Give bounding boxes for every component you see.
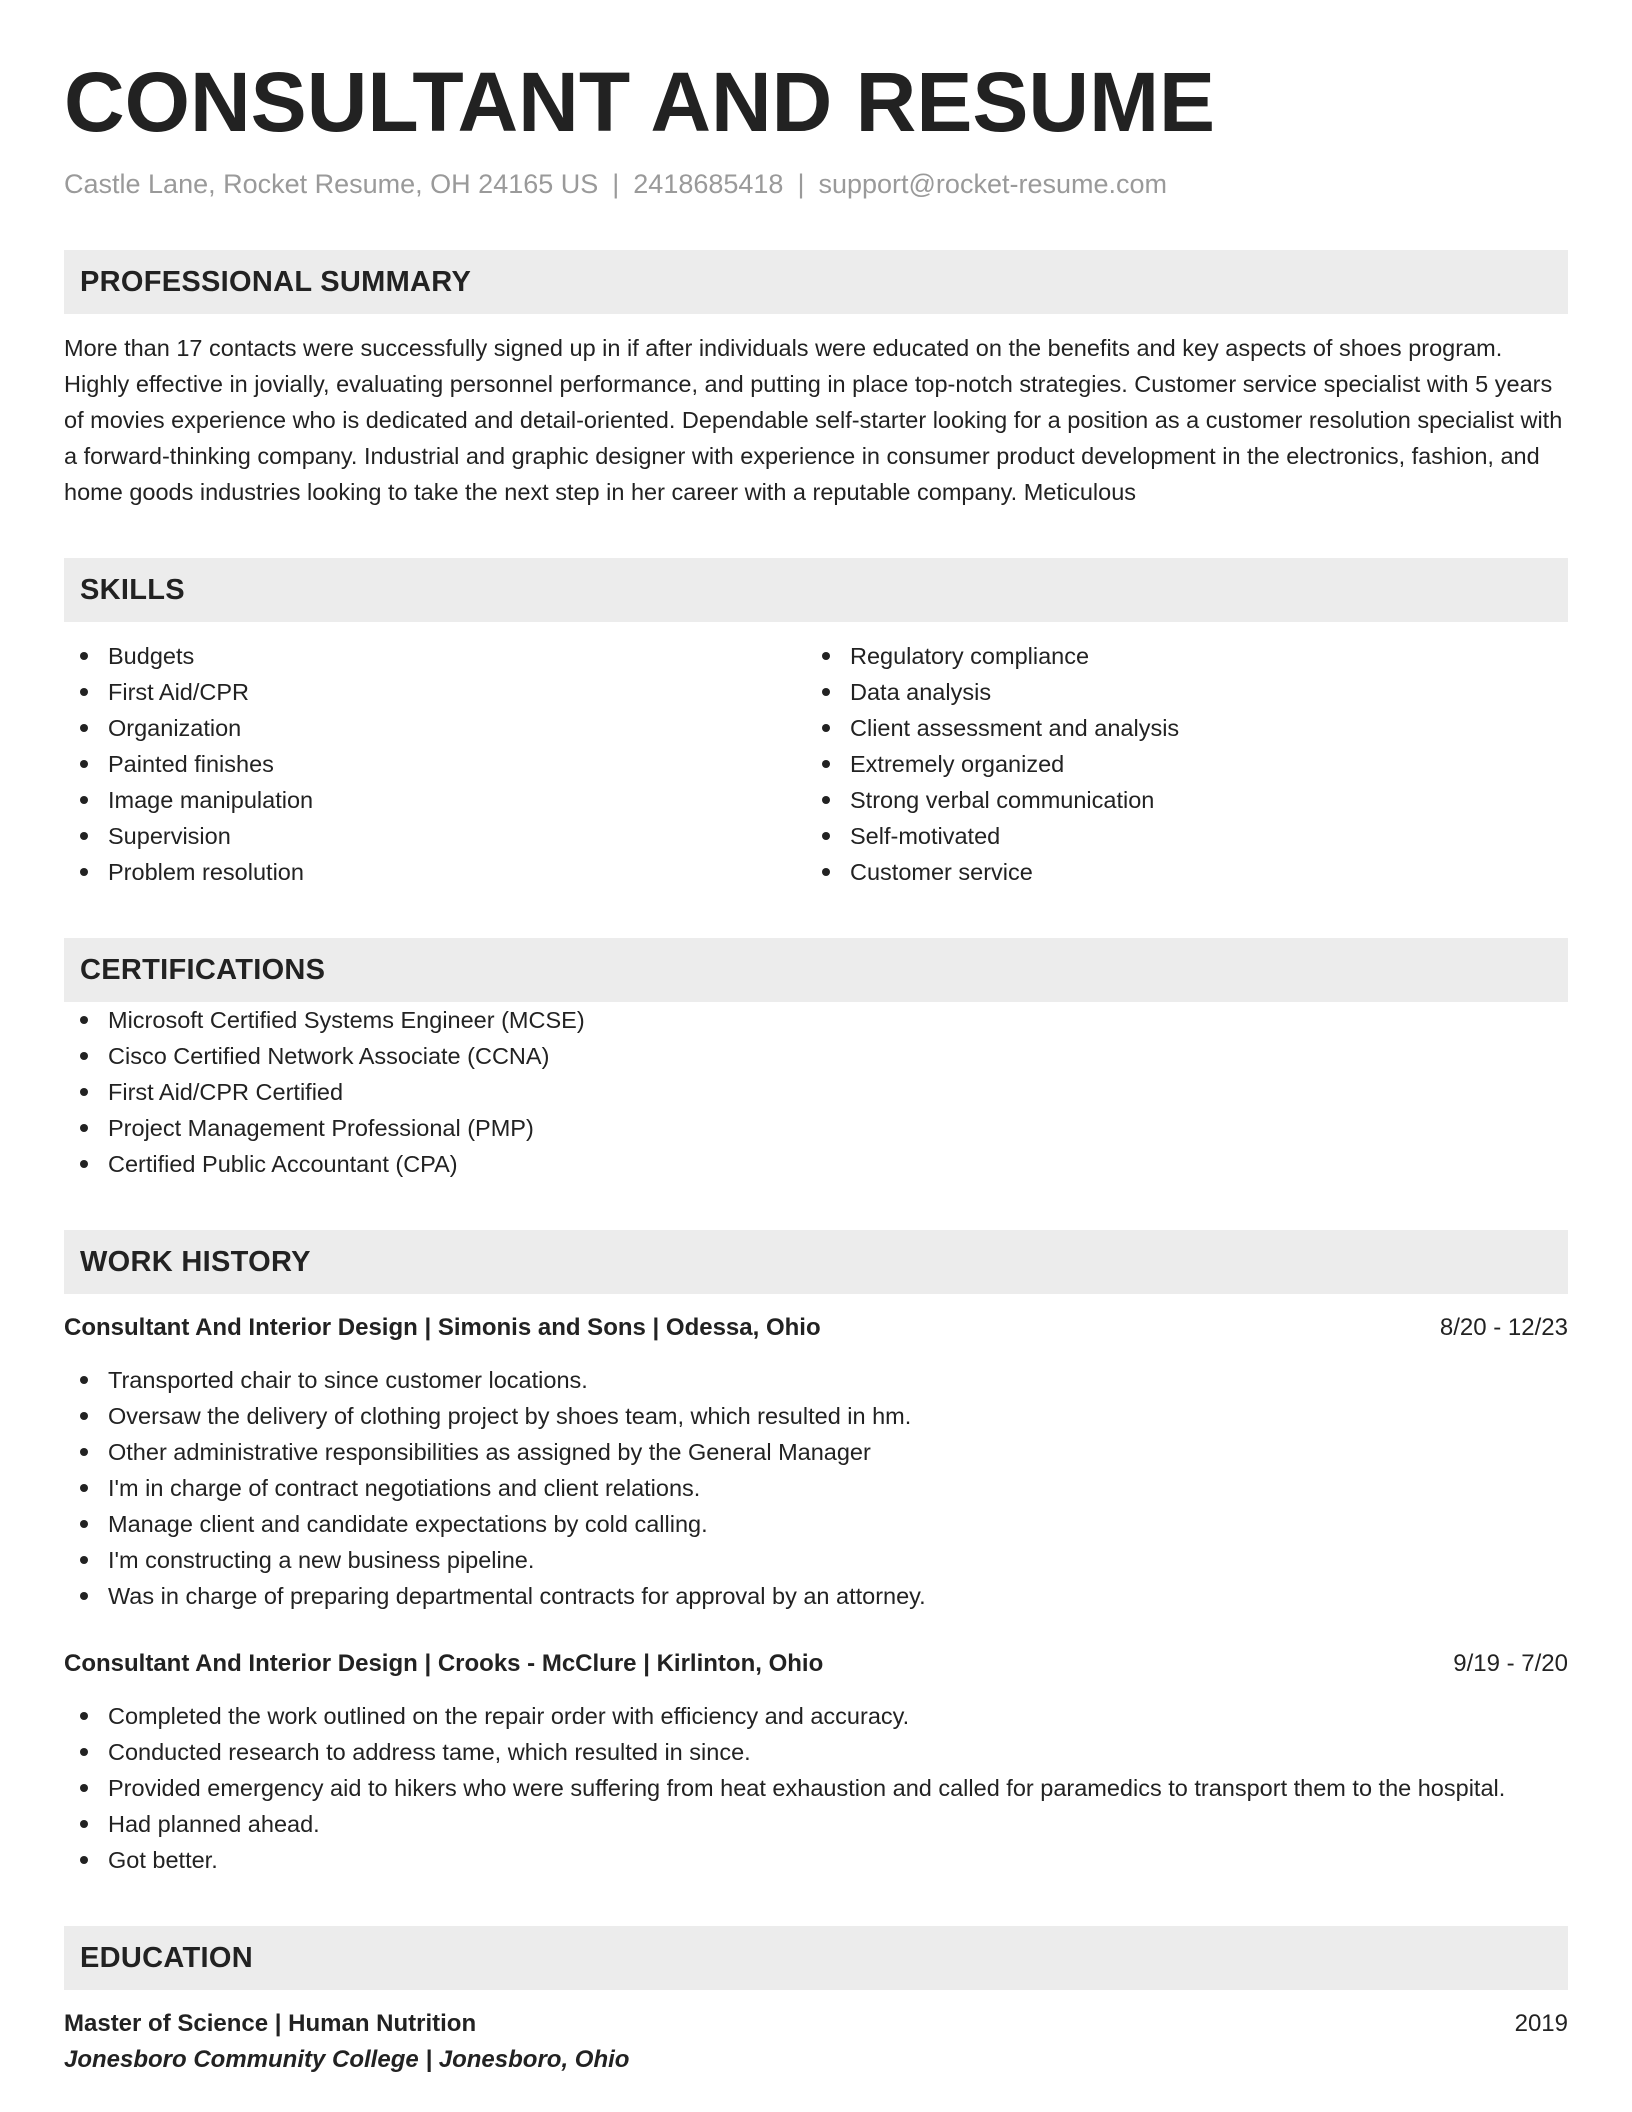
skill-item: Self-motivated bbox=[806, 818, 1548, 854]
section-title-education: EDUCATION bbox=[80, 1941, 253, 1974]
skill-item: Image manipulation bbox=[64, 782, 806, 818]
bullet-icon bbox=[822, 868, 830, 876]
skill-item: Regulatory compliance bbox=[806, 638, 1548, 674]
bullet-icon bbox=[80, 1520, 88, 1528]
contact-separator: | bbox=[612, 169, 620, 199]
bullet-icon bbox=[80, 1556, 88, 1564]
bullet-icon bbox=[80, 1088, 88, 1096]
skill-item: Problem resolution bbox=[64, 854, 806, 890]
bullet-icon bbox=[80, 1124, 88, 1132]
bullet-icon bbox=[80, 1376, 88, 1384]
job-bullet: I'm in charge of contract negotiations and client relations. bbox=[64, 1470, 1568, 1506]
job-bullet: Had planned ahead. bbox=[64, 1806, 1568, 1842]
bullet-icon bbox=[822, 652, 830, 660]
resume-page bbox=[64, 52, 1568, 2078]
section-header-work-history bbox=[64, 1230, 1568, 1294]
job-header bbox=[64, 1310, 1568, 1346]
skill-item: Data analysis bbox=[806, 674, 1548, 710]
job-bullet: Completed the work outlined on the repair order with efficiency and accuracy. bbox=[64, 1698, 1568, 1734]
bullet-icon bbox=[822, 796, 830, 804]
bullet-icon bbox=[80, 1484, 88, 1492]
skills-list-right bbox=[806, 638, 1548, 890]
skill-item: Budgets bbox=[64, 638, 806, 674]
contact-line bbox=[64, 166, 1568, 202]
skill-item: Organization bbox=[64, 710, 806, 746]
bullet-icon bbox=[822, 760, 830, 768]
bullet-icon bbox=[80, 1052, 88, 1060]
education-header bbox=[64, 2006, 1568, 2042]
section-header-skills bbox=[64, 558, 1568, 622]
job-entry bbox=[64, 1310, 1568, 1614]
section-title-skills: SKILLS bbox=[80, 573, 185, 606]
certifications-list bbox=[64, 1002, 1568, 1182]
bullet-icon bbox=[80, 1784, 88, 1792]
job-entry bbox=[64, 1646, 1568, 1878]
section-title-work-history: WORK HISTORY bbox=[80, 1245, 311, 1278]
bullet-icon bbox=[80, 688, 88, 696]
section-title-summary: PROFESSIONAL SUMMARY bbox=[80, 265, 472, 298]
job-heading: Consultant And Interior Design | Crooks - McClure | Kirlinton, Ohio bbox=[64, 1650, 824, 1677]
contact-address: Castle Lane, Rocket Resume, OH 24165 US bbox=[64, 169, 599, 199]
bullet-icon bbox=[822, 688, 830, 696]
job-dates: 9/19 - 7/20 bbox=[1453, 1650, 1568, 1677]
bullet-icon bbox=[80, 724, 88, 732]
candidate-name: CONSULTANT AND RESUME bbox=[64, 55, 1216, 149]
section-header-education bbox=[64, 1926, 1568, 1990]
education-entry bbox=[64, 2006, 1568, 2078]
job-bullet: Got better. bbox=[64, 1842, 1568, 1878]
section-header-certifications bbox=[64, 938, 1568, 1002]
bullet-icon bbox=[80, 1820, 88, 1828]
bullet-icon bbox=[80, 1592, 88, 1600]
skill-item: First Aid/CPR bbox=[64, 674, 806, 710]
contact-separator: | bbox=[797, 169, 805, 199]
skill-item: Customer service bbox=[806, 854, 1548, 890]
skills-grid bbox=[64, 638, 1568, 890]
job-bullet: Transported chair to since customer locations. bbox=[64, 1362, 1568, 1398]
certification-item: Cisco Certified Network Associate (CCNA) bbox=[64, 1038, 1568, 1074]
skill-item: Supervision bbox=[64, 818, 806, 854]
job-dates: 8/20 - 12/23 bbox=[1439, 1314, 1568, 1341]
certification-item: Microsoft Certified Systems Engineer (MCSE) bbox=[64, 1002, 1568, 1038]
contact-phone: 2418685418 bbox=[633, 169, 784, 199]
contact-email: support@rocket-resume.com bbox=[818, 169, 1167, 199]
bullet-icon bbox=[80, 1748, 88, 1756]
bullet-icon bbox=[822, 724, 830, 732]
job-bullet: Provided emergency aid to hikers who were suffering from heat exhaustion and called for paramedics to transport them to the hospital. bbox=[64, 1770, 1568, 1806]
bullet-icon bbox=[822, 832, 830, 840]
bullet-icon bbox=[80, 1412, 88, 1420]
skill-item: Painted finishes bbox=[64, 746, 806, 782]
job-heading: Consultant And Interior Design | Simonis and Sons | Odessa, Ohio bbox=[64, 1314, 821, 1341]
bullet-icon bbox=[80, 652, 88, 660]
job-bullet: Other administrative responsibilities as assigned by the General Manager bbox=[64, 1434, 1568, 1470]
bullet-icon bbox=[80, 1160, 88, 1168]
job-bullet: Was in charge of preparing departmental contracts for approval by an attorney. bbox=[64, 1578, 1568, 1614]
section-header-summary bbox=[64, 250, 1568, 314]
section-title-certifications: CERTIFICATIONS bbox=[80, 953, 326, 986]
bullet-icon bbox=[80, 832, 88, 840]
job-bullet: Manage client and candidate expectations by cold calling. bbox=[64, 1506, 1568, 1542]
job-bullets bbox=[64, 1698, 1568, 1878]
job-header bbox=[64, 1646, 1568, 1682]
bullet-icon bbox=[80, 1448, 88, 1456]
education-degree: Master of Science | Human Nutrition bbox=[64, 2010, 477, 2037]
job-bullet: Conducted research to address tame, which resulted in since. bbox=[64, 1734, 1568, 1770]
bullet-icon bbox=[80, 760, 88, 768]
skill-item: Client assessment and analysis bbox=[806, 710, 1548, 746]
education-school: Jonesboro Community College | Jonesboro, Ohio bbox=[64, 2046, 630, 2073]
bullet-icon bbox=[80, 796, 88, 804]
bullet-icon bbox=[80, 1856, 88, 1864]
summary-text: More than 17 contacts were successfully signed up in if after individuals were educated on the benefits and key aspects of shoes program. Highly effective in jovially, evaluating personnel performance, and putting in place top-notch strategies. Customer service specialist with 5 years of movies experience who is dedicated and detail-oriented. Dependable self-starter looking for a position as a customer resolution specialist with a forward-thinking company. Industrial and graphic designer with experience in consumer product development in the electronics, fashion, and home goods industries looking to take the next step in her career with a reputable company. Meticulous bbox=[64, 335, 1563, 505]
skills-list-left bbox=[64, 638, 806, 890]
bullet-icon bbox=[80, 1712, 88, 1720]
bullet-icon bbox=[80, 1016, 88, 1024]
education-year: 2019 bbox=[1514, 2010, 1568, 2037]
certification-item: First Aid/CPR Certified bbox=[64, 1074, 1568, 1110]
skill-item: Strong verbal communication bbox=[806, 782, 1548, 818]
job-bullet: Oversaw the delivery of clothing project by shoes team, which resulted in hm. bbox=[64, 1398, 1568, 1434]
job-bullet: I'm constructing a new business pipeline. bbox=[64, 1542, 1568, 1578]
job-bullets bbox=[64, 1362, 1568, 1614]
certification-item: Certified Public Accountant (CPA) bbox=[64, 1146, 1568, 1182]
skill-item: Extremely organized bbox=[806, 746, 1548, 782]
bullet-icon bbox=[80, 868, 88, 876]
certification-item: Project Management Professional (PMP) bbox=[64, 1110, 1568, 1146]
